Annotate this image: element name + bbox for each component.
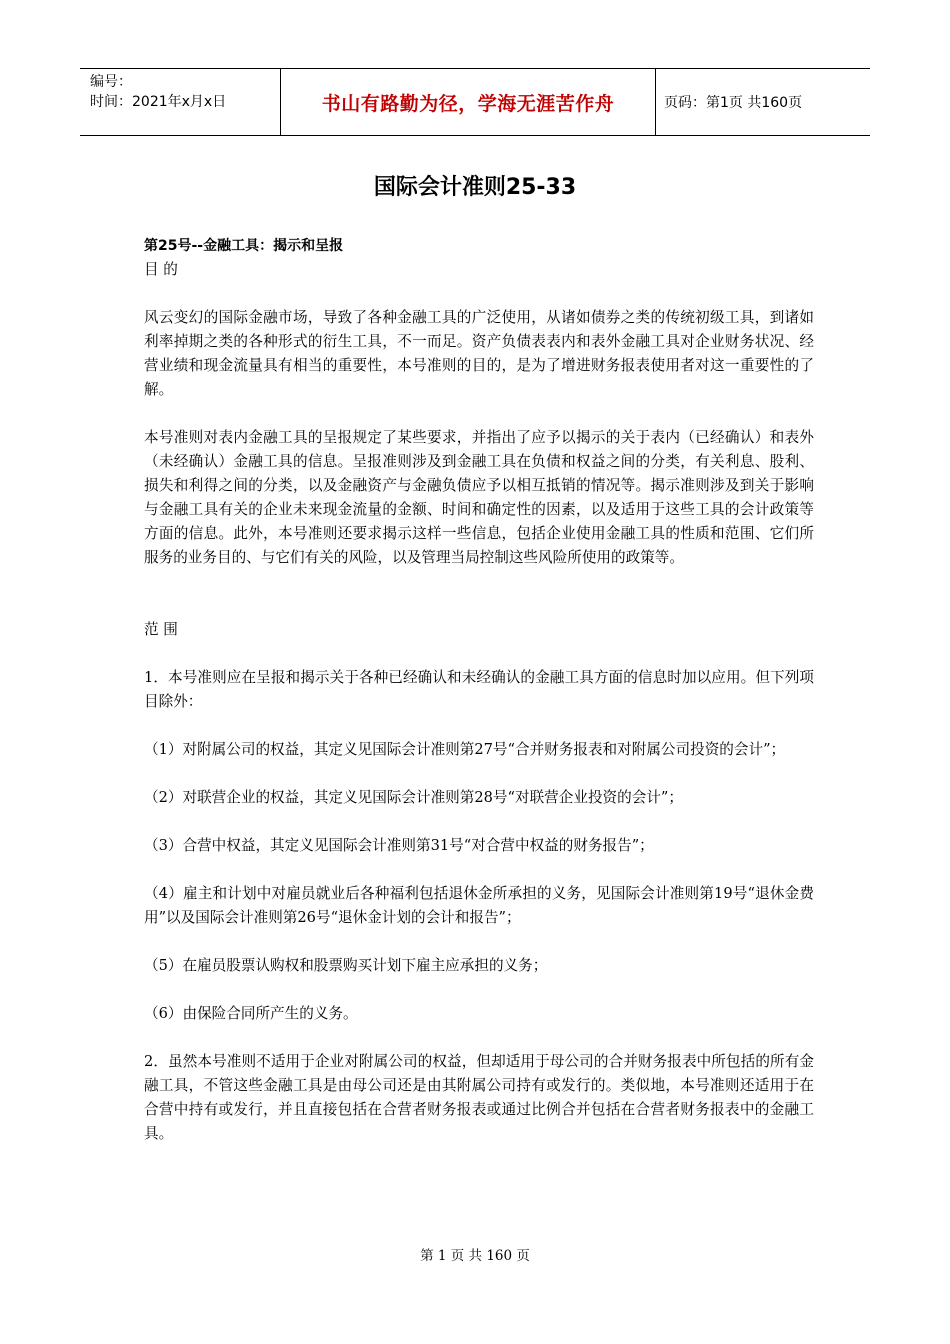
document-body [144, 234, 814, 1146]
scope-item-5: （5）在雇员股票认购权和股票购买计划下雇主应承担的义务； [144, 957, 548, 974]
purpose-paragraph-1: 风云变幻的国际金融市场，导致了各种金融工具的广泛使用，从诸如债券之类的传统初级工具，到诸如利率掉期之类的各种形式的衍生工具，不一而足。资产负债表表内和表外金融工具对企业财务状况、经营业绩和现金流量具有相当的重要性，本号准则的目的，是为了增进财务报表使用者对这一重要性的了解。 [144, 309, 814, 398]
scope-item-1: （1）对附属公司的权益，其定义见国际会计准则第27号“合并财务报表和对附属公司投资的会计”； [144, 741, 786, 758]
purpose-heading: 目 的 [144, 261, 178, 278]
scope-intro: 1．本号准则应在呈报和揭示关于各种已经确认和未经确认的金融工具方面的信息时加以应用。但下列项目除外： [144, 669, 814, 710]
scope-heading: 范 围 [144, 621, 178, 638]
header-motto: 书山有路勤为径，学海无涯苦作舟 [281, 69, 656, 135]
doc-number-label: 编号： [90, 74, 132, 90]
scope-item-2: （2）对联营企业的权益，其定义见国际会计准则第28号“对联营企业投资的会计”； [144, 789, 683, 806]
header-meta [80, 69, 281, 135]
scope-item-4: （4）雇主和计划中对雇员就业后各种福利包括退休金所承担的义务，见国际会计准则第19号“退休金费用”以及国际会计准则第26号“退休金计划的会计和报告”； [144, 885, 814, 926]
scope-paragraph-2: 2．虽然本号准则不适用于企业对附属公司的权益，但却适用于母公司的合并财务报表中所包括的所有金融工具，不管这些金融工具是由母公司还是由其附属公司持有或发行的。类似地，本号准则还适用于在合营中持有或发行，并且直接包括在合营者财务报表或通过比例合并包括在合营者财务报表中的金融工具。 [144, 1053, 814, 1142]
scope-item-6: （6）由保险合同所产生的义务。 [144, 1005, 358, 1022]
page-footer: 第 1 页 共 160 页 [420, 1248, 530, 1264]
section-heading: 第25号--金融工具：揭示和呈报 [144, 238, 344, 254]
page-header [80, 68, 870, 136]
doc-date: 时间：2021年x月x日 [90, 94, 227, 110]
document-title: 国际会计准则25-33 [373, 175, 577, 200]
header-page-info: 页码：第1页 共160页 [664, 95, 803, 111]
scope-item-3: （3）合营中权益，其定义见国际会计准则第31号“对合营中权益的财务报告”； [144, 837, 654, 854]
purpose-paragraph-2: 本号准则对表内金融工具的呈报规定了某些要求，并指出了应予以揭示的关于表内（已经确认）和表外（未经确认）金融工具的信息。呈报准则涉及到金融工具在负债和权益之间的分类，有关利息、股利、损失和利得之间的分类，以及金融资产与金融负债应予以相互抵销的情况等。揭示准则涉及到关于影响与金融工具有关的企业未来现金流量的金额、时间和确定性的因素，以及适用于这些工具的会计政策等方面的信息。此外，本号准则还要求揭示这样一些信息，包括企业使用金融工具的性质和范围、它们所服务的业务目的、与它们有关的风险，以及管理当局控制这些风险所使用的政策等。 [144, 429, 814, 566]
